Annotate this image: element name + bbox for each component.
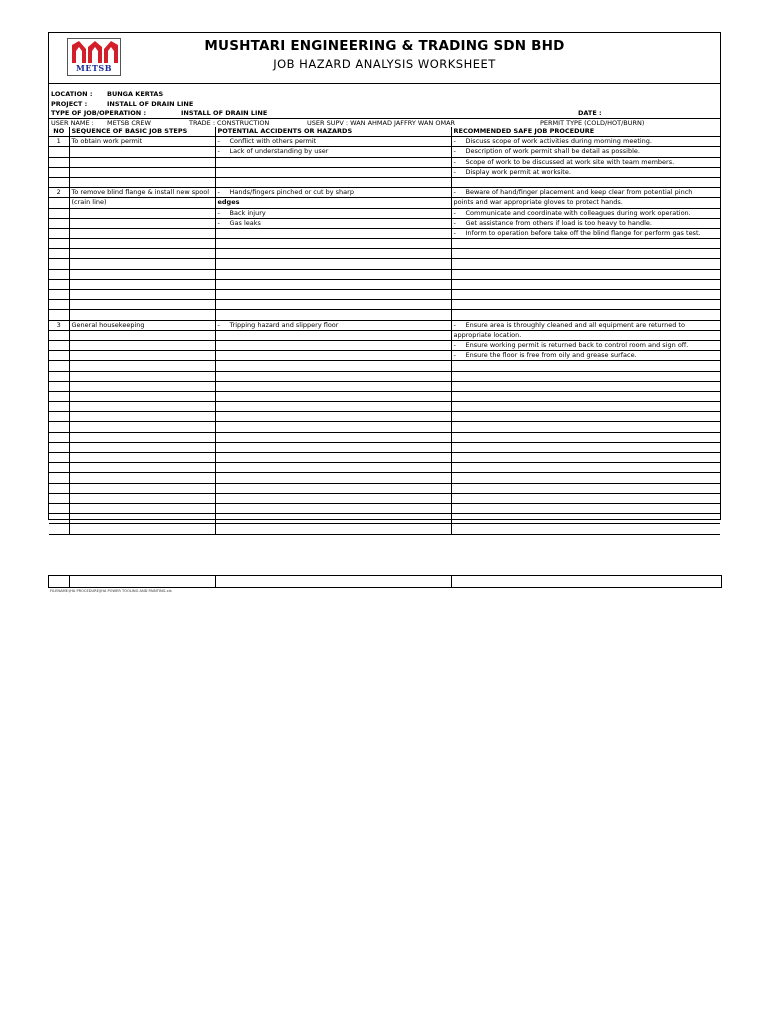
job-step: General housekeeping (69, 320, 215, 330)
procedure-cell: - Communicate and coordinate with colleagues during work operation. (451, 208, 720, 218)
blank-row (48, 575, 722, 588)
table-row (49, 330, 720, 340)
procedure-cell: - Beware of hand/finger placement and keep clear from potential pinch (451, 188, 720, 198)
table-row (49, 167, 720, 177)
job-step: To remove blind flange & install new spool (69, 188, 215, 198)
table-row (49, 157, 720, 167)
procedure-cell: - Description of work permit shall be detail as possible. (451, 147, 720, 157)
table-row (49, 402, 720, 412)
job-step-continued: (crain line) (69, 198, 215, 208)
job-step: To obtain work permit (69, 137, 215, 147)
table-row (49, 279, 720, 289)
table-row (49, 259, 720, 269)
procedure-cell: - Display work permit at worksite. (451, 167, 720, 177)
table-row (49, 422, 720, 432)
table-row (49, 351, 720, 361)
location-label: LOCATION : (51, 90, 93, 98)
table-row (49, 361, 720, 371)
row-number: 2 (49, 188, 69, 198)
table-row (49, 412, 720, 422)
trade-value: CONSTRUCTION (217, 119, 270, 127)
filename-footer: FILENAME:JHA PROCEDURE/JHA POWER TOOLING AND PAINTING.xls (50, 589, 172, 593)
hazard-table (49, 127, 720, 535)
table-row (49, 249, 720, 259)
hazard-cell: - Conflict with others permit (215, 137, 451, 147)
user-name-value: METSB CREW (107, 119, 151, 127)
project-label: PROJECT : (51, 100, 88, 108)
logo-text: METSB (76, 63, 112, 73)
procedure-cell: - Inform to operation before take off the blind flange for perform gas test. (451, 228, 720, 238)
date-label: DATE : (578, 109, 602, 117)
permit-type: PERMIT TYPE (COLD/HOT/BURN) (540, 119, 645, 127)
hazard-cell: - Gas leaks (215, 218, 451, 228)
table-row (49, 473, 720, 483)
table-row (49, 177, 720, 187)
table-row (49, 320, 720, 330)
hazard-cell: - Hands/fingers pinched or cut by sharp (215, 188, 451, 198)
trade-label: TRADE : (189, 119, 216, 127)
table-row (49, 503, 720, 513)
table-row (49, 269, 720, 279)
header (49, 33, 720, 84)
table-row (49, 483, 720, 493)
hazard-cell: - Back injury (215, 208, 451, 218)
col-header-no: NO (49, 127, 69, 137)
table-row (49, 463, 720, 473)
user-supervisor: USER SUPV : WAN AHMAD JAFFRY WAN OMAR (307, 119, 456, 127)
table-row (49, 524, 720, 534)
table-row (49, 391, 720, 401)
row-number: 1 (49, 137, 69, 147)
table-row (49, 290, 720, 300)
table-row (49, 493, 720, 503)
company-name: MUSHTARI ENGINEERING & TRADING SDN BHD (204, 38, 565, 54)
table-row (49, 137, 720, 147)
procedure-cell: - Discuss scope of work activities during morning meeting. (451, 137, 720, 147)
col-header-hazards: POTENTIAL ACCIDENTS OR HAZARDS (215, 127, 451, 137)
procedure-cell: - Ensure working permit is returned back to control room and sign off. (451, 340, 720, 350)
table-row (49, 239, 720, 249)
table-row (49, 218, 720, 228)
hazard-continued: edges (215, 198, 451, 208)
row-number: 3 (49, 320, 69, 330)
table-row (49, 381, 720, 391)
table-row (49, 188, 720, 198)
procedure-continued: appropriate location. (451, 330, 720, 340)
table-row (49, 198, 720, 208)
col-header-steps: SEQUENCE OF BASIC JOB STEPS (69, 127, 215, 137)
table-row (49, 208, 720, 218)
table-row (49, 228, 720, 238)
table-row (49, 432, 720, 442)
table-row (49, 442, 720, 452)
job-type-label: TYPE OF JOB/OPERATION : (51, 109, 147, 117)
procedure-cell: - Ensure area is throughly cleaned and all equipment are returned to (451, 320, 720, 330)
table-header-row (49, 127, 720, 137)
procedure-continued: points and war appropriate gloves to protect hands. (451, 198, 720, 208)
table-row (49, 310, 720, 320)
hazard-cell: - Tripping hazard and slippery floor (215, 320, 451, 330)
job-type-value: INSTALL OF DRAIN LINE (181, 109, 268, 117)
table-row (49, 147, 720, 157)
col-header-procedure: RECOMMENDED SAFE JOB PROCEDURE (451, 127, 720, 137)
table-row (49, 453, 720, 463)
user-name-label: USER NAME : (51, 119, 94, 127)
procedure-cell: - Scope of work to be discussed at work site with team members. (451, 157, 720, 167)
jha-worksheet (48, 32, 721, 520)
hazard-cell: - Lack of understanding by user (215, 147, 451, 157)
procedure-cell: - Ensure the floor is free from oily and grease surface. (451, 351, 720, 361)
table-row (49, 371, 720, 381)
project-value: INSTALL OF DRAIN LINE (107, 100, 194, 108)
table-row (49, 340, 720, 350)
table-row (49, 300, 720, 310)
table-row (49, 514, 720, 524)
document-title: JOB HAZARD ANALYSIS WORKSHEET (273, 57, 496, 71)
location-value: BUNGA KERTAS (107, 90, 164, 98)
procedure-cell: - Get assistance from others if load is too heavy to handle. (451, 218, 720, 228)
